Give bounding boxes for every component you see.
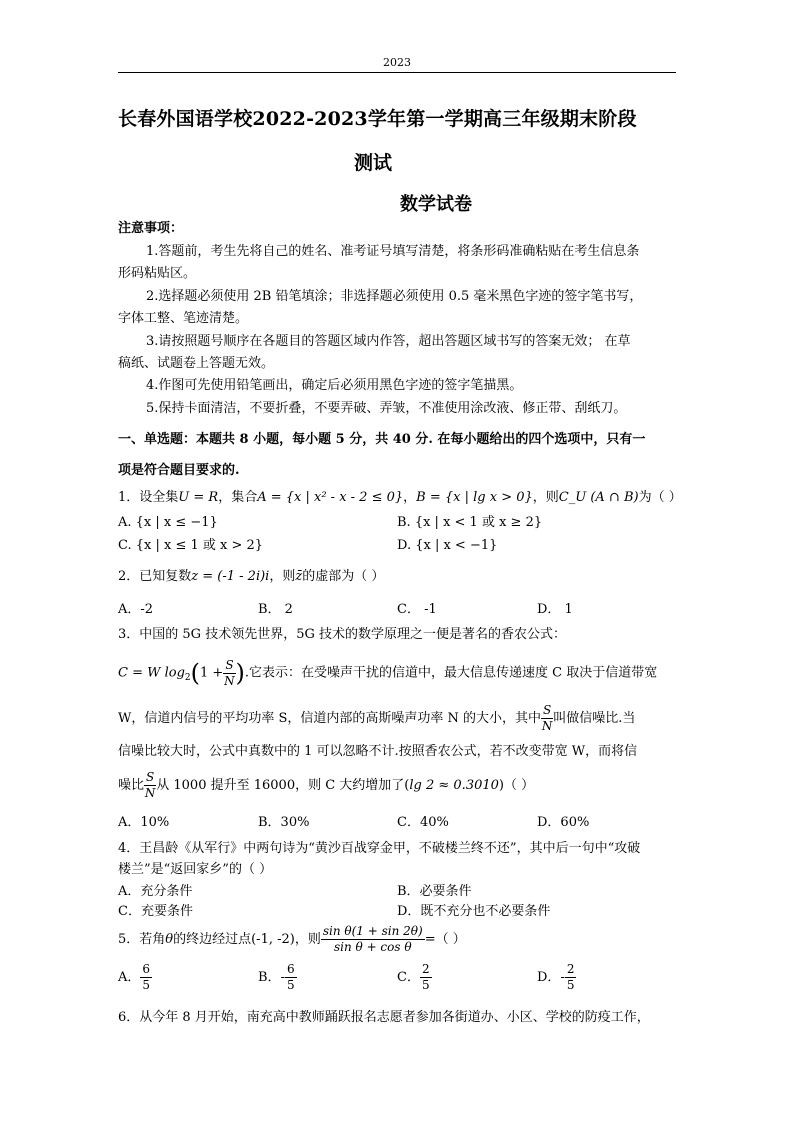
question-3-formula-line: C = W $\log_2(1$ + $\frac{S}{N}$ ).它表示：在受噪声干扰的信道中，最大信息传递速度 C 取决于信道带宽 xyxy=(118,657,658,688)
note-2-continued: 字体工整、笔迹清楚。 xyxy=(118,311,249,326)
note-3: 3.请按照题号顺序在各题目的答题区域内作答，超出答题区域书写的答案无效； 在草 xyxy=(146,334,631,349)
question-2-option-b: B． 2 xyxy=(258,602,293,617)
question-2-option-a: A．-2 xyxy=(118,602,154,617)
note-2: 2.选择题必须使用 2B 铅笔填涂；非选择题必须使用 0.5 毫米黑色字迹的签字笔书写， xyxy=(146,289,643,304)
question-1-option-d: D. {x | x < −1} xyxy=(397,538,498,553)
question-3-option-c: C．40% xyxy=(397,815,449,830)
trig-fraction: $\frac{\text{sin θ(1 + sin 2θ)}}{\text{sin θ + cos θ}}$ xyxy=(322,924,423,954)
exam-title: 长春外国语学校2022-2023学年第一学期高三年级期末阶段 xyxy=(118,108,637,130)
question-4-option-a: A．充分条件 xyxy=(118,884,193,899)
exam-subject: 数学试卷 xyxy=(400,194,472,215)
shannon-formula: C = W log xyxy=(118,665,185,681)
note-1: 1.答题前，考生先将自己的姓名、准考证号填写清楚，将条形码准确粘贴在考生信息条 xyxy=(146,244,640,259)
exam-title-continued: 测试 xyxy=(354,152,393,174)
question-3-line-3: W，信道内信号的平均功率 S，信道内部的高斯噪声功率 N 的大小，其中 $\frac{S}{N}$ 叫做信噪比.当 xyxy=(118,703,636,733)
question-3-line-4: 信噪比较大时，公式中真数中的 1 可以忽略不计.按照香农公式，若不改变带宽 W，而将信 xyxy=(118,744,638,759)
question-2-option-c: C． -1 xyxy=(397,602,437,617)
question-5-option-c: C． $\frac{2}{5}$ xyxy=(397,962,430,992)
question-5-option-a: A． $\frac{6}{5}$ xyxy=(118,962,151,992)
question-1-option-b: B. {x | x < 1 或 x ≥ 2} xyxy=(397,515,543,530)
question-4-option-d: D．既不充分也不必要条件 xyxy=(397,904,551,919)
note-4: 4.作图可先使用铅笔画出，确定后必须用黑色字迹的签字笔描黑。 xyxy=(146,378,523,393)
question-4-stem: 4．王昌龄《从军行》中两句诗为“黄沙百战穿金甲，不破楼兰终不还”，其中后一句中“攻破 xyxy=(118,841,641,856)
notes-heading: 注意事项： xyxy=(118,221,184,236)
section-heading: 一、单选题：本题共 8 小题，每小题 5 分，共 40 分. 在每小题给出的四个选项中，只有一 xyxy=(118,432,646,447)
question-3-option-d: D．60% xyxy=(537,815,590,830)
question-6-stem: 6．从今年 8 月开始，南充高中教师踊跃报名志愿者参加各街道办、小区、学校的防疫工作， xyxy=(118,1010,650,1025)
question-1-option-c: C. {x | x ≤ 1 或 x > 2} xyxy=(118,538,264,553)
question-2-stem: 2．已知复数z = (-1 - 2i)i，则z̄的虚部为（ ） xyxy=(118,569,385,584)
header-divider xyxy=(118,72,676,73)
page-header-year: 2023 xyxy=(383,56,411,69)
question-3-option-a: A．10% xyxy=(118,815,170,830)
question-1-stem: 1．设全集U = R，集合A = {x | x² - x - 2 ≤ 0}，B = {x | lg x > 0}，则C_U (A ∩ B)为（ ） xyxy=(118,490,682,505)
note-5: 5.保持卡面清洁，不要折叠，不要弄破、弄皱，不准使用涂改液、修正带、刮纸刀。 xyxy=(146,401,627,416)
fraction-s-over-n: $\frac{S}{N}$ xyxy=(224,657,235,688)
section-heading-continued: 项是符合题目要求的. xyxy=(118,463,240,478)
question-1-option-a: A. {x | x ≤ −1} xyxy=(118,515,218,530)
question-4-stem-continued: 楼兰”是“返回家乡”的（ ） xyxy=(118,862,273,877)
question-3-stem: 3．中国的 5G 技术领先世界，5G 技术的数学原理之一便是著名的香农公式： xyxy=(118,627,566,642)
note-1-continued: 形码粘贴区。 xyxy=(118,266,197,281)
question-5-option-d: D．- $\frac{2}{5}$ xyxy=(537,962,575,992)
question-3-option-b: B．30% xyxy=(258,815,310,830)
question-4-option-c: C．充要条件 xyxy=(118,904,193,919)
question-5-stem: 5．若角θ的终边经过点(-1, -2)，则 $\frac{\text{sin θ(1 + sin 2θ)}}{\text{sin θ + cos θ}}$ =（ ） xyxy=(118,924,466,954)
note-3-continued: 稿纸、试题卷上答题无效。 xyxy=(118,356,275,371)
question-3-line-5: 噪比 $\frac{S}{N}$ 从 1000 提升至 16000，则 C 大约增加了(lg 2 ≈ 0.3010)（ ） xyxy=(118,770,535,800)
question-2-option-d: D． 1 xyxy=(537,602,573,617)
question-5-option-b: B．- $\frac{6}{5}$ xyxy=(258,962,295,992)
question-4-option-b: B．必要条件 xyxy=(397,884,472,899)
